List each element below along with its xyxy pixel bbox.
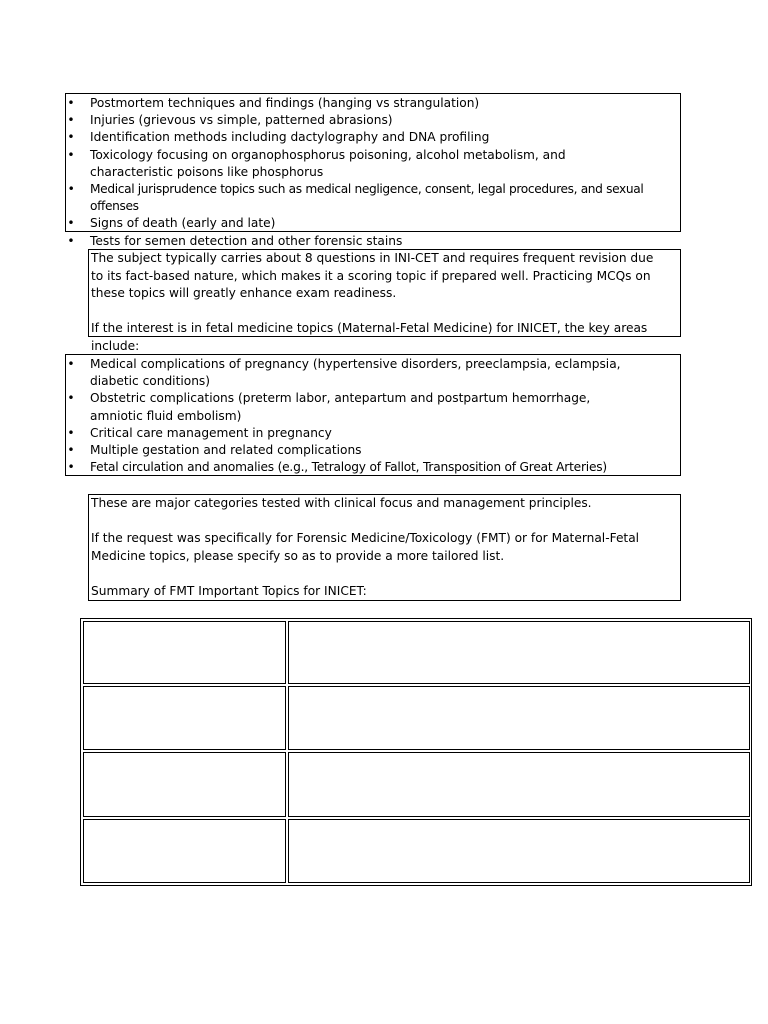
bullet-icon: • [67, 182, 75, 197]
paragraph: The subject typically carries about 8 questions in INI-CET and requires frequent revision due to its fact-based nature, which makes it a scoring topic if prepared well. Practicing MCQs on these topics will greatly enhance exam readiness. [91, 251, 654, 300]
table-cell [83, 621, 286, 684]
summary-note-box [88, 494, 681, 601]
bullet-icon: • [67, 130, 75, 145]
table-cell [288, 752, 750, 817]
list-item [66, 112, 676, 129]
paragraph: These are major categories tested with clinical focus and management principles. [91, 496, 592, 510]
paragraph: If the request was specifically for Forensic Medicine/Toxicology (FMT) or for Maternal-Fetal Medicine topics, please specify so as to provide a more tailored list. [91, 531, 640, 563]
list-item-text: Toxicology focusing on organophosphorus poisoning, alcohol metabolism, and characteristic poisons like phosphorus [90, 147, 566, 179]
forensic-topics-box [65, 93, 681, 248]
list-item [66, 147, 676, 181]
list-item [66, 442, 640, 459]
bullet-icon: • [67, 391, 75, 406]
list-item [66, 129, 676, 146]
table-cell [83, 819, 286, 883]
list-item [66, 181, 676, 215]
list-item-text: Signs of death (early and late) [90, 216, 276, 231]
table-cell [83, 686, 286, 750]
table-cell [83, 752, 286, 817]
list-item [66, 233, 676, 250]
bullet-icon: • [67, 443, 75, 458]
fmt-summary-table [80, 618, 752, 886]
paragraph: If the interest is in fetal medicine topics (Maternal-Fetal Medicine) for INICET, the key areas include: [91, 321, 648, 353]
paragraph: Summary of FMT Important Topics for INICET: [91, 583, 367, 598]
ini-cet-note-box [88, 249, 681, 353]
table-cell [288, 686, 750, 750]
list-item-text: Medical jurisprudence topics such as medical negligence, consent, legal procedures, and sexual offenses [90, 182, 644, 214]
list-item-text: Medical complications of pregnancy (hypertensive disorders, preeclampsia, eclampsia, diabetic conditions) [90, 357, 621, 389]
bullet-icon: • [67, 113, 75, 128]
list-item [66, 356, 640, 390]
table-cell [288, 819, 750, 883]
list-item-text: Identification methods including dactylography and DNA profiling [90, 130, 490, 145]
bullet-icon: • [67, 216, 75, 231]
list-item [66, 459, 640, 476]
list-item-text: Critical care management in pregnancy [90, 425, 332, 440]
list-item-text: Obstetric complications (preterm labor, antepartum and postpartum hemorrhage, amniotic fluid embolism) [90, 391, 591, 423]
list-item-text: Fetal circulation and anomalies (e.g., Tetralogy of Fallot, Transposition of Great Arteries) [90, 460, 607, 475]
list-item-text: Postmortem techniques and findings (hanging vs strangulation) [90, 96, 480, 110]
forensic-topics-list [66, 95, 676, 250]
list-item [66, 390, 640, 424]
list-item-text: Tests for semen detection and other forensic stains [90, 233, 403, 248]
table-cell [288, 621, 750, 684]
list-item-text: Injuries (grievous vs simple, patterned abrasions) [90, 113, 393, 128]
list-item [66, 95, 676, 112]
list-item [66, 215, 676, 232]
bullet-icon: • [67, 96, 75, 110]
fetal-medicine-topics-list [66, 356, 640, 476]
bullet-icon: • [67, 357, 75, 371]
list-item-text: Multiple gestation and related complications [90, 443, 362, 458]
bullet-icon: • [67, 425, 75, 440]
bullet-icon: • [67, 460, 75, 475]
list-item [66, 425, 640, 442]
bullet-icon: • [67, 147, 75, 162]
fetal-medicine-topics-box [65, 354, 681, 476]
bullet-icon: • [67, 233, 75, 248]
